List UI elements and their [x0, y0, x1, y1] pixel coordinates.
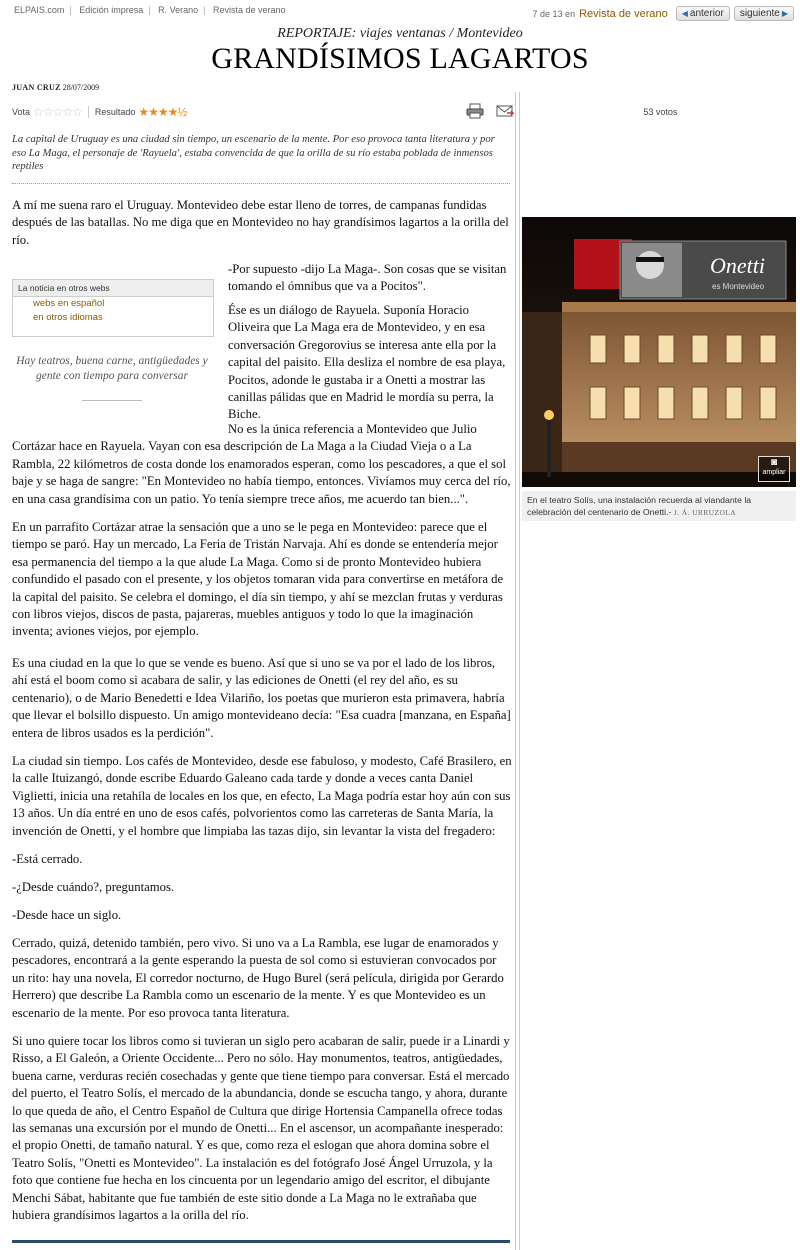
printer-icon[interactable]: [466, 103, 484, 119]
column-divider-right: [519, 92, 520, 1250]
body-paragraph-2: -Por supuesto -dijo La Maga-. Son cosas que se visitan tomando el ómnibus que va a Pocitos".: [228, 262, 507, 294]
email-icon[interactable]: [496, 103, 514, 119]
photo-caption-text: En el teatro Solís, una instalación recuerda al viandante la celebración del centenario de Onetti.-: [527, 495, 752, 517]
breadcrumb-item-r-verano[interactable]: R. Verano: [158, 5, 199, 15]
related-link-other-languages[interactable]: en otros idiomas: [33, 312, 103, 323]
related-webs-title: La noticia en otros webs: [13, 280, 213, 297]
photo-credit: J. Á. URRUZOLA: [673, 508, 737, 517]
body-paragraph-12: Si uno quiere tocar los libros como si tuvieran un siglo pero acabaran de salir, puede ir a Linardi y Risso, a El Galeón, a Oriente Occidente... Pero no sólo. Hay monumentos, teatros, antigüedades, buena carne, verduras recién cosechadas y gente que tiene tiempo para conversar. Está el mercado del puerto, el Teatro Solís, el mercado de la abundancia, donde se escucha tango, y ahora, durante lo que queda de año, el Centro Español de Cultura que dirige Hortensia Campanella ofrece todas las semanas una excursión por el mundo de Onetti... En el ascensor, un acompañante inesperado: el propio Onetti, de tamaño natural. Y es que, como reza el eslogan que ahora domina sobre el Teatro Solís, "Onetti es Montevideo". La instalación es del fotógrafo José Ángel Urruzola, y la foto que contiene fue hecha en los cincuenta por un legendario amigo del escritor, el dibujante Menchi Sábat, habitante que fue también de este sitio donde a La Maga no le extrañaba que hubiera grandísimos lagartos a la orilla del río.: [12, 1034, 510, 1223]
rating-separator: [88, 106, 89, 118]
breadcrumb: ELPAIS.com | Edición impresa | R. Verano | Revista de verano: [14, 5, 286, 15]
article-photo[interactable]: [522, 217, 796, 487]
enlarge-button[interactable]: [758, 456, 790, 482]
arrow-left-icon: ◀: [681, 9, 688, 18]
body-paragraph-4: No es la única referencia a Montevideo que Julio Cortázar hace en Rayuela. Vayan con esa descripción de La Maga a la Ciudad Vieja o a La Rambla, 22 kilómetros de costa donde los enamorados esperan, como los pescadores, a que el sol baje y se haga de sangre: "En Montevideo no había tiempo, entonces. Vivíamos muy cerca del río, en una casa grandísima con un patio. Yo tenía siempre trece años, me acuerdo tan bien...".: [12, 422, 511, 506]
article-lead: La capital de Uruguay es una ciudad sin tiempo, un escenario de la mente. Por eso provoca tanta literatura y por eso La Maga, el personaje de 'Rayuela', estaba convencida de que la orilla de su río estaba poblada de inmensos reptiles: [12, 134, 495, 172]
body-paragraph-6: Es una ciudad en la que lo que se vende es bueno. Así que si uno se va por el lado de los libros, ahí está el boom como si acabara de salir, y las ediciones de Onetti (el rey del año, es su centenario), o de Mario Benedetti e Idea Vilariño, los poetas que murieron esta primavera, habría que llevar el bolsillo dispuesto. Un amigo montevideano decía: "Esa cuadra [manzana, en España] entera de libros usados es la perdición".: [12, 656, 511, 740]
vote-label: Vota: [12, 107, 31, 117]
enlarge-button-label: ampliar: [762, 469, 786, 476]
result-stars: ★★★★½: [138, 105, 187, 119]
article-kicker: REPORTAJE: viajes ventanas / Montevideo: [277, 26, 523, 41]
photo-caption: [522, 491, 796, 521]
body-paragraph-8: -Está cerrado.: [12, 852, 83, 866]
byline: [12, 83, 99, 92]
previous-button[interactable]: [676, 6, 730, 21]
top-bar: [0, 0, 800, 28]
article-tools: [466, 103, 514, 119]
rating-bar: [12, 103, 677, 121]
body-paragraph-1: A mí me suena raro el Uruguay. Montevideo debe estar lleno de torres, de campanas fundidas después de las batallas. No me diga que en Montevideo no hay grandísimos lagartos a la orilla del río.: [12, 198, 509, 247]
article-pager: [533, 6, 794, 21]
arrow-right-icon: ▶: [781, 9, 788, 18]
vote-stars[interactable]: ☆☆☆☆☆: [33, 105, 82, 119]
body-paragraph-9: -¿Desde cuándo?, preguntamos.: [12, 880, 175, 894]
author: JUAN CRUZ: [12, 83, 61, 92]
column-divider-left: [515, 92, 516, 1250]
onetti-sign-subtitle: es Montevideo: [712, 282, 765, 291]
body-paragraph-5: En un parrafito Cortázar atrae la sensación que a uno se le pega en Montevideo: parece que el tiempo se paró. Hay un mercado, La Feria de Tristán Narvaja. Ahí es donde se entendería mejor esa permanencia del tiempo a la que alude La Maga. Como si de pronto Montevideo hubiera confundido el pasado con el presente, y los objetos tomaran vida para convertirse en metáfora de la capital del paisito. Se celebra el domingo, el día sin tiempo, y ahí se mezclan frutas y verduras con libros viejos, discos de pasta, pajareras, muebles antiguos y todo lo que la imaginación inventa; aviones viejos, por ejemplo.: [12, 520, 504, 639]
pull-quote: Hay teatros, buena carne, antigüedades y gente con tiempo para conversar: [16, 355, 208, 382]
camera-icon: ◙: [770, 457, 778, 468]
pager-position: 7 de 13 en: [532, 8, 576, 19]
next-button[interactable]: [734, 6, 794, 21]
breadcrumb-item-elpais[interactable]: ELPAIS.com: [14, 5, 65, 15]
article-bottom-rule: [12, 1240, 510, 1243]
breadcrumb-item-revista-de-verano[interactable]: Revista de verano: [213, 5, 286, 15]
onetti-sign-title: Onetti: [710, 253, 765, 278]
previous-button-label: anterior: [689, 8, 724, 19]
next-button-label: siguiente: [739, 8, 780, 19]
body-paragraph-7: La ciudad sin tiempo. Los cafés de Montevideo, desde ese fabuloso, y modesto, Café Brasilero, en la calle Ituizangó, donde escribe Eduardo Galeano cada tarde y donde a veces canta Daniel Viglietti, inicia una retahíla de locales en los que, en efecto, La Maga podría estar hoy aún con sus 13 años. Un día entré en uno de esos cafés, polvorientos como las carreteras de Santa María, la invención de Onetti, y el hombre que limpiaba las tazas dijo, sin levantar la vista del fregadero:: [12, 754, 512, 838]
body-paragraph-11: Cerrado, quizá, detenido también, pero vivo. Si uno va a La Rambla, ese lugar de enamorados y pescadores, encontrará a la gente esperando la puesta de sol como si estuvieran convocados por un rito: hay una novela, El corredor nocturno, de Hugo Burel (será película, dirigida por Gerardo Herrero) que describe La Rambla como un escenario de la mente. Y es que Montevideo es un escenario de la mente. Por eso provoca tanta literatura.: [12, 936, 504, 1020]
teatro-solis-image: [522, 217, 796, 487]
body-paragraph-3: Ése es un diálogo de Rayuela. Suponía Horacio Oliveira que La Maga era de Montevideo, y en esa conversación Gregorovius se interesa ante ella por la capital del paisito. Ella desliza el nombre de esa playa, Pocitos, adonde le gustaba ir a Onetti a mostrar las canillas pálidas que en Madrid le mordía su perra, la Biche.: [228, 303, 506, 422]
result-label: Resultado: [94, 107, 136, 117]
pager-section-link[interactable]: Revista de verano: [579, 7, 668, 20]
related-webs-box: [12, 279, 214, 337]
page-title: GRANDÍSIMOS LAGARTOS: [211, 42, 589, 75]
related-link-spanish[interactable]: webs en español: [33, 298, 105, 309]
pull-quote-rule: [82, 400, 142, 401]
article-date: 28/07/2009: [62, 83, 100, 92]
body-paragraph-10: -Desde hace un siglo.: [12, 908, 122, 922]
lead-separator: [12, 183, 510, 184]
vote-count: 53 votos: [643, 107, 678, 117]
breadcrumb-item-edicion-impresa[interactable]: Edición impresa: [79, 5, 144, 15]
